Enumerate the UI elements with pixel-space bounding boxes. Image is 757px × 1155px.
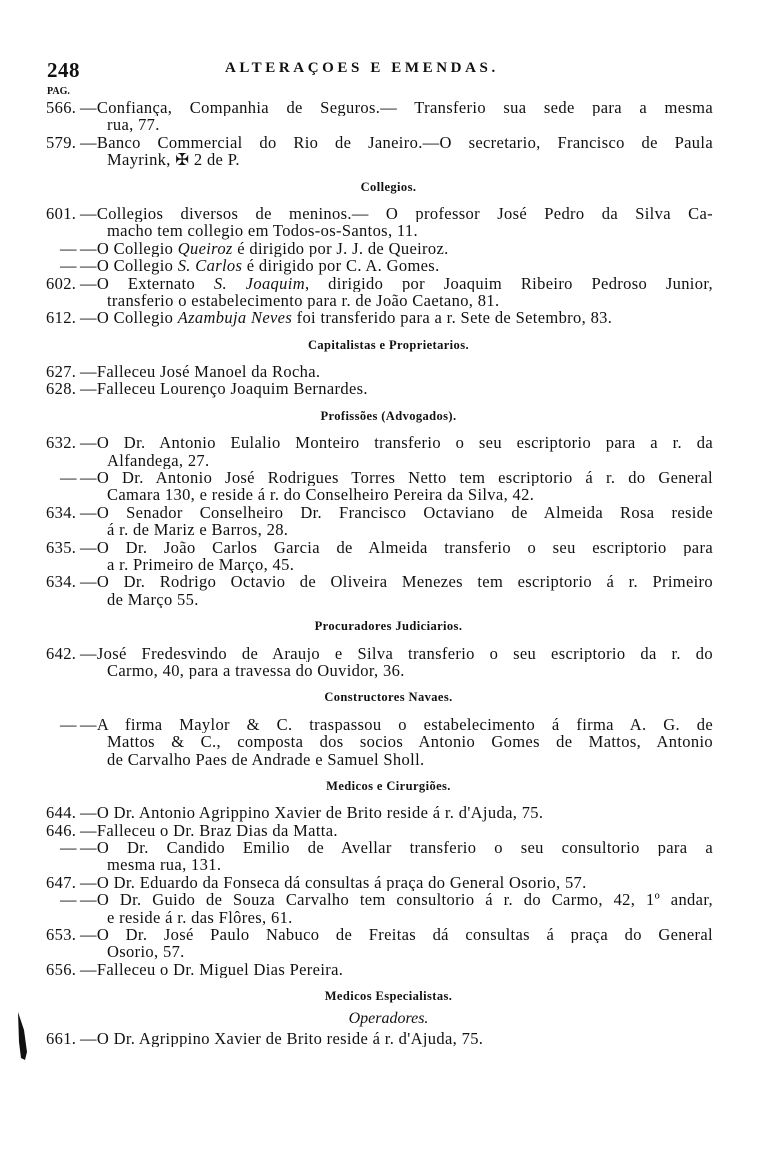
entry-number: 612. (46, 309, 77, 327)
entry-number: — (60, 469, 77, 487)
text-segment: á r. de Mariz e Barros, 28. (107, 521, 289, 539)
entry-number: 601. (46, 204, 77, 223)
section-heading: Collegios. (360, 179, 417, 194)
entry-line (0, 292, 757, 309)
entry-text (80, 539, 713, 556)
entry-line (0, 151, 757, 168)
text-segment: macho tem collegio em Todos-os-Santos, 11. (107, 222, 418, 240)
text-segment: Mattos & C., composta dos socios Antonio Gomes de Mattos, Antonio (107, 733, 713, 751)
text-segment: de Março 55. (107, 590, 199, 609)
entry-number: 632. (46, 434, 77, 452)
section-heading: Profissões (Advogados). (320, 408, 457, 423)
section-heading: Procuradores Judiciarios. (314, 619, 463, 634)
entry-number: — (60, 257, 77, 275)
entry-line (0, 486, 757, 503)
entry-text (80, 645, 713, 662)
text-segment: —O Externato (80, 274, 214, 292)
text-segment: —O Dr. Rodrigo Octavio de Oliveira Menezes tem escriptorio á r. Primeiro (80, 573, 713, 591)
text-segment: —Falleceu Lourenço Joaquim Bernardes. (80, 380, 368, 398)
entry-line (0, 856, 757, 873)
entry-text (80, 240, 449, 257)
entry (0, 363, 757, 380)
entry-number: 642. (46, 644, 77, 662)
entry-line (0, 839, 757, 856)
page-number: 248 (47, 58, 80, 82)
entry-text (80, 716, 713, 733)
text-segment: Camara 130, e reside á r. do Conselheiro Pereira da Silva, 42. (107, 486, 535, 504)
entry-number: 661. (46, 1029, 77, 1048)
text-segment: e reside á r. das Flôres, 61. (107, 908, 293, 927)
entry (0, 839, 757, 874)
entry (0, 257, 757, 274)
entry-text (107, 662, 405, 679)
entry-text (107, 733, 713, 750)
entry-text (107, 452, 210, 469)
entry (0, 822, 757, 839)
text-segment: —Collegios diversos de meninos.— O professor José Pedro da Silva Ca- (80, 204, 713, 223)
entry-text (80, 134, 713, 151)
entry-line (0, 134, 757, 151)
entry-line (0, 539, 757, 556)
entry-line (0, 452, 757, 469)
entry-text (80, 839, 713, 856)
entry-line (0, 1030, 757, 1047)
entry-text (80, 469, 713, 486)
entry-line (0, 804, 757, 821)
section-heading: Constructores Navaes. (324, 690, 453, 705)
text-segment: a r. Primeiro de Março, 45. (107, 555, 295, 574)
section (0, 337, 757, 398)
entry (0, 539, 757, 574)
entry-line (0, 573, 757, 590)
text-segment: —Banco Commercial do Rio de Janeiro.—O secretario, Francisco de Paula (80, 133, 713, 152)
entry-text (107, 116, 160, 133)
section (0, 778, 757, 978)
entry (0, 469, 757, 504)
text-segment: —O Dr. Antonio Eulalio Monteiro transferio o seu escriptorio para a r. da (80, 434, 713, 452)
entry-text (107, 591, 199, 608)
text-segment: de Carvalho Paes de Andrade e Samuel Sholl. (107, 750, 425, 768)
entry-text (107, 909, 293, 926)
scan-ink-mark-icon (14, 1012, 38, 1062)
entry-line (0, 645, 757, 662)
entry (0, 926, 757, 961)
text-segment: transferio o estabelecimento para r. de João Caetano, 81. (107, 291, 500, 310)
text-segment: —Falleceu o Dr. Braz Dias da Matta. (80, 821, 338, 840)
document-body (0, 99, 757, 1047)
entry-line (0, 469, 757, 486)
entry-text (107, 751, 424, 768)
text-segment: —O Dr. Candido Emilio de Avellar transferio o seu consultorio para a (80, 839, 713, 857)
text-segment: Osorio, 57. (107, 943, 185, 961)
entry (0, 804, 757, 821)
italic-name: S. Carlos (177, 257, 243, 275)
text-segment: , dirigido por Joaquim Ribeiro Pedroso Junior, (304, 274, 714, 292)
entry-number: — (60, 839, 77, 857)
entry-line (0, 363, 757, 380)
entry-line (0, 961, 757, 978)
entry-text (80, 309, 612, 326)
text-segment: —O Dr. José Paulo Nabuco de Freitas dá consultas á praça do General (80, 926, 713, 944)
entry-line (0, 434, 757, 451)
page-title: ALTERAÇOES E EMENDAS. (225, 60, 499, 76)
text-segment: —Falleceu o Dr. Miguel Dias Pereira. (80, 960, 344, 979)
entry-text (80, 504, 713, 521)
entry-text (80, 926, 713, 943)
entry-number: — (60, 239, 77, 258)
text-segment: —O Dr. Agrippino Xavier de Brito reside á r. d'Ajuda, 75. (80, 1029, 484, 1048)
text-segment: —Confiança, Companhia de Seguros.— Transferio sua sede para a mesma (80, 99, 713, 117)
entry-number: 628. (46, 380, 77, 398)
entry-number: 566. (46, 99, 77, 117)
entry-line (0, 733, 757, 750)
text-segment: —O Collegio (80, 257, 178, 275)
section-subheading: Operadores. (348, 1009, 429, 1027)
text-segment: —O Dr. Antonio José Rodrigues Torres Netto tem escriptorio á r. do General (80, 469, 713, 487)
entry (0, 961, 757, 978)
entry (0, 1030, 757, 1047)
entry-text (107, 292, 499, 309)
text-segment: —A firma Maylor & C. traspassou o estabelecimento á firma A. G. de (80, 715, 713, 734)
entry (0, 874, 757, 891)
entry-text (80, 363, 320, 380)
text-segment: —O Collegio (80, 239, 178, 258)
entry-text (80, 804, 543, 821)
entry-number: 634. (46, 573, 77, 591)
entry (0, 99, 757, 134)
entry-line (0, 662, 757, 679)
entry-line (0, 556, 757, 573)
entry-text (80, 1030, 483, 1047)
entry-number: 579. (46, 133, 77, 152)
pag-label: PAG. (47, 86, 70, 97)
entry-number: 634. (46, 503, 77, 522)
entry-line (0, 716, 757, 733)
italic-name: Queiroz (177, 239, 233, 258)
entry (0, 434, 757, 469)
entry-text (80, 205, 713, 222)
section (0, 99, 757, 169)
entry-number: 644. (46, 804, 77, 822)
entry (0, 891, 757, 926)
entry-line (0, 275, 757, 292)
page-header (0, 58, 757, 82)
text-segment: Carmo, 40, para a travessa do Ouvidor, 36. (107, 661, 405, 680)
entry (0, 380, 757, 397)
text-segment: mesma rua, 131. (107, 856, 222, 874)
text-segment: Alfandega, 27. (107, 451, 210, 470)
entry-number: 647. (46, 873, 77, 892)
entry-text (107, 222, 418, 239)
entry-text (80, 961, 343, 978)
text-segment: é dirigido por C. A. Gomes. (242, 257, 440, 275)
entry-text (107, 856, 221, 873)
entry-line (0, 116, 757, 133)
entry (0, 309, 757, 326)
text-segment: —O Senador Conselheiro Dr. Francisco Octaviano de Almeida Rosa reside (80, 503, 713, 522)
text-segment: —José Fredesvindo de Araujo e Silva transferio o seu escriptorio da r. do (80, 644, 713, 662)
entry-line (0, 99, 757, 116)
text-segment: —O Dr. Eduardo da Fonseca dá consultas á praça do General Osorio, 57. (80, 873, 587, 892)
entry-text (80, 434, 713, 451)
entry (0, 645, 757, 680)
entry (0, 134, 757, 169)
entry-text (107, 151, 240, 168)
entry-number: 656. (46, 960, 77, 979)
section (0, 689, 757, 768)
entry-text (107, 943, 185, 960)
text-segment: Mayrink, ✠ 2 de P. (107, 151, 240, 169)
entry-number: 602. (46, 274, 77, 292)
entry-text (107, 486, 534, 503)
text-segment: rua, 77. (107, 116, 160, 134)
entry-text (107, 521, 288, 538)
entry (0, 275, 757, 310)
entry-text (80, 257, 440, 274)
entry-line (0, 521, 757, 538)
entry-line (0, 504, 757, 521)
entry-line (0, 222, 757, 239)
entry-line (0, 240, 757, 257)
section-heading: Medicos Especialistas. (324, 989, 453, 1004)
text-segment: foi transferido para a r. Sete de Setembro, 83. (292, 309, 613, 327)
entry-text (80, 99, 713, 116)
entry-text (80, 573, 713, 590)
entry (0, 504, 757, 539)
entry-number: — (60, 891, 77, 909)
text-segment: —O Collegio (80, 309, 178, 327)
entry-line (0, 751, 757, 768)
text-segment: —O Dr. Guido de Souza Carvalho tem consultorio á r. do Carmo, 42, 1º andar, (80, 891, 713, 909)
entry-line (0, 309, 757, 326)
entry-text (107, 556, 294, 573)
entry-line (0, 591, 757, 608)
entry-line (0, 380, 757, 397)
italic-name: S. Joaquim (213, 274, 305, 292)
section-heading: Capitalistas e Proprietarios. (307, 337, 469, 352)
entry-line (0, 909, 757, 926)
entry-line (0, 822, 757, 839)
text-segment: —O Dr. João Carlos Garcia de Almeida transferio o seu escriptorio para (80, 538, 713, 556)
italic-name: Azambuja Neves (177, 309, 293, 327)
entry-line (0, 257, 757, 274)
entry (0, 240, 757, 257)
entry-text (80, 275, 713, 292)
entry-line (0, 874, 757, 891)
entry (0, 573, 757, 608)
entry-line (0, 943, 757, 960)
section (0, 179, 757, 327)
entry-text (80, 891, 713, 908)
entry-number: 646. (46, 821, 77, 840)
entry-line (0, 891, 757, 908)
entry-text (80, 380, 368, 397)
entry-text (80, 822, 338, 839)
entry-line (0, 205, 757, 222)
entry-text (80, 874, 587, 891)
entry-line (0, 926, 757, 943)
entry-number: 635. (46, 538, 77, 556)
section (0, 408, 757, 608)
entry (0, 716, 757, 768)
entry-number: 627. (46, 363, 77, 381)
entry (0, 205, 757, 240)
section (0, 618, 757, 679)
section-heading: Medicos e Cirurgiões. (326, 778, 451, 793)
entry-number: — (60, 715, 77, 734)
entry-number: 653. (46, 926, 77, 944)
text-segment: é dirigido por J. J. de Queiroz. (232, 239, 449, 258)
text-segment: —O Dr. Antonio Agrippino Xavier de Brito reside á r. d'Ajuda, 75. (80, 804, 544, 822)
section (0, 988, 757, 1047)
text-segment: —Falleceu José Manoel da Rocha. (80, 363, 321, 381)
